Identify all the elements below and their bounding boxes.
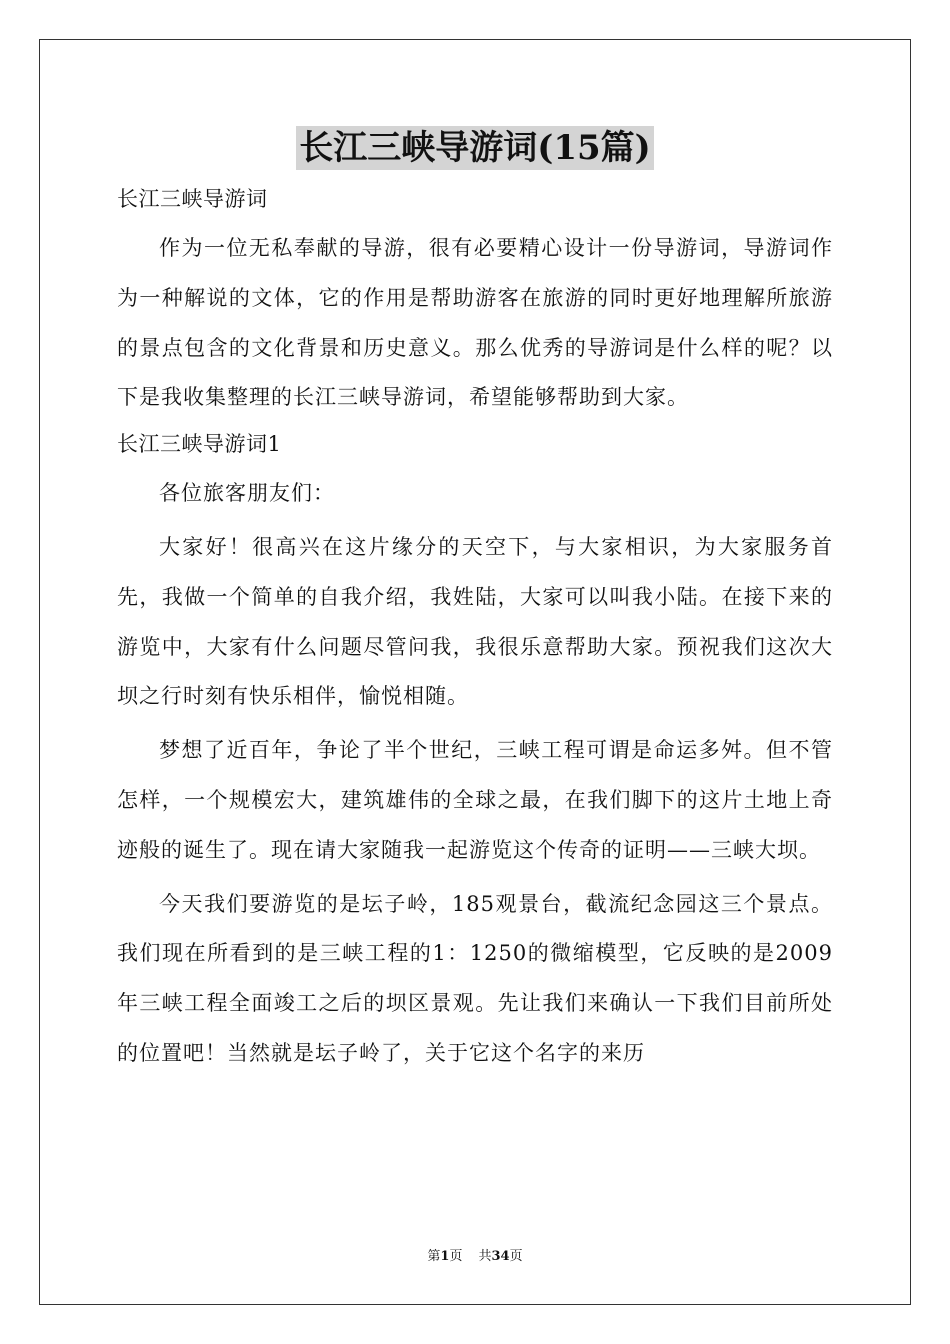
section-heading: 长江三峡导游词 [117, 187, 268, 211]
document-body [117, 178, 833, 1083]
title-container [0, 126, 950, 170]
paragraph: 大家好！很高兴在这片缘分的天空下，与大家相识，为大家服务首先，我做一个简单的自我介绍，我姓陆，大家可以叫我小陆。在接下来的游览中，大家有什么问题尽管问我，我很乐意帮助大家。预祝我们这次大坝之行时刻有快乐相伴，愉悦相随。 [117, 534, 833, 709]
paragraph: 作为一位无私奉献的导游，很有必要精心设计一份导游词，导游词作为一种解说的文体，它的作用是帮助游客在旅游的同时更好地理解所旅游的景点包含的文化背景和历史意义。那么优秀的导游词是什么样的呢？以下是我收集整理的长江三峡导游词，希望能够帮助到大家。 [117, 236, 833, 410]
page-unit: 页 [449, 1249, 463, 1264]
paragraph: 今天我们要游览的是坛子岭，185观景台，截流纪念园这三个景点。我们现在所看到的是三峡工程的1：1250的微缩模型，它反映的是2009年三峡工程全面竣工之后的坝区景观。先让我们来确认一下我们目前所处的位置吧！当然就是坛子岭了，关于它这个名字的来历 [117, 891, 833, 1065]
page-prefix: 第 [427, 1249, 441, 1264]
total-unit: 页 [509, 1249, 523, 1264]
paragraph: 各位旅客朋友们： [159, 481, 335, 506]
page-footer [0, 1248, 950, 1266]
document-title: 长江三峡导游词(15篇) [296, 126, 654, 170]
page-current: 1 [440, 1249, 450, 1264]
page-total: 34 [491, 1249, 510, 1264]
paragraph: 梦想了近百年，争论了半个世纪，三峡工程可谓是命运多舛。但不管怎样，一个规模宏大，建筑雄伟的全球之最，在我们脚下的这片土地上奇迹般的诞生了。现在请大家随我一起游览这个传奇的证明——三峡大坝。 [117, 738, 833, 862]
section-heading: 长江三峡导游词1 [117, 432, 282, 457]
total-prefix: 共 [478, 1249, 492, 1264]
